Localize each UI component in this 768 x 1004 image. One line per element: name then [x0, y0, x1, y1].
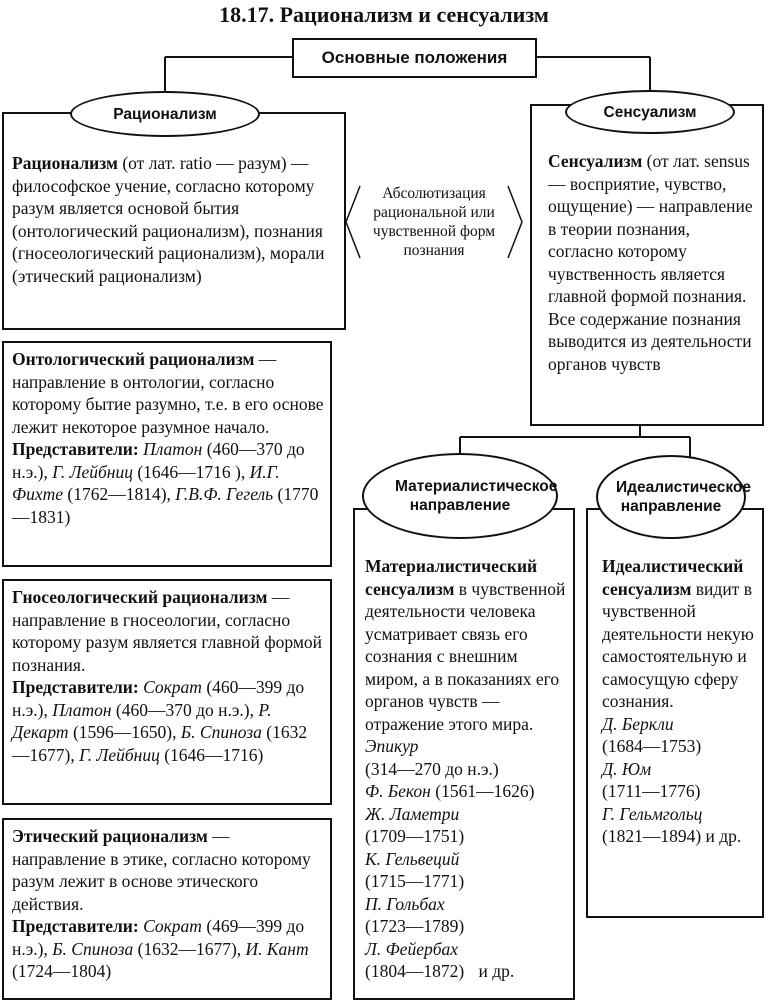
ontological-term: Онтологический рационализм: [12, 349, 255, 369]
idealist-oval-label: Идеалистическое направление: [616, 479, 752, 515]
idealist-reps: [602, 713, 756, 848]
gnoseological-reps: [12, 676, 324, 766]
rep-tail: и др.: [478, 961, 515, 981]
sensualism-text: (от лат. sensus — восприятие, чувство, ощущение) — направление в теории познания, согласно которому чувственность является главной формой познания. Все содержание познания выводится из деятельности органов чувств: [548, 151, 753, 374]
rep-name: Г. Гельмгольц: [602, 803, 703, 824]
sensualism-term: Сенсуализм: [548, 151, 643, 171]
gnoseological-term: Гносеологический рационализм: [12, 587, 268, 607]
rep-name: Б. Спиноза: [52, 938, 134, 959]
gnoseological-definition: [12, 586, 324, 676]
rep-years: (1821—1894): [602, 826, 702, 846]
idealist-term: Идеалистический сенсуализм: [602, 556, 744, 599]
sensualism-definition: [548, 150, 754, 375]
rep-name: И.Г. Фихте: [12, 461, 280, 504]
ontological-definition: [12, 348, 324, 438]
ethical-box: [2, 818, 332, 1000]
rep-years: (469—399 до н.э.),: [12, 916, 305, 959]
rep-label: Представители:: [12, 916, 139, 936]
materialist-term: Материалистический сенсуализм: [365, 556, 538, 599]
rep-years: (1770—1831): [12, 484, 319, 527]
gnoseological-text: — направление в гносеологии, согласно которому разум является главной формой познания.: [12, 587, 323, 675]
sensualism-oval: [565, 90, 735, 134]
rep-years: (1684—1753): [602, 736, 702, 756]
rep-years: (460—399 до н.э.),: [12, 677, 305, 720]
ontological-reps: [12, 438, 324, 528]
ethical-text: — направление в этике, согласно которому разум лежит в основе этического действия.: [12, 826, 311, 914]
rep-years: (1711—1776): [602, 781, 701, 801]
rep-name: К. Гельвеций: [365, 848, 460, 869]
right-chevron: [508, 186, 522, 258]
materialist-box: [353, 508, 575, 1000]
rep-name: И. Кант: [245, 938, 309, 959]
rep-years: (460—370 до н.э.),: [115, 699, 254, 720]
rep-name: Сократ: [143, 677, 202, 697]
ethical-reps: [12, 915, 324, 983]
left-chevron: [346, 186, 360, 258]
materialist-reps: [365, 735, 567, 983]
rationalism-text: (от лат. ratio — разум) — философское учение, согласно которому разум является основой бытия (онтологический рационализм), познания (гносеологический рационализм), морали (этический рационализм): [12, 153, 325, 286]
rationalism-oval: [70, 91, 260, 137]
rep-label: Представители:: [12, 439, 139, 459]
page-title: 18.17. Рационализм и сенсуализм: [219, 2, 549, 27]
rep-name: Б. Спиноза: [180, 722, 262, 742]
materialist-oval: [362, 453, 558, 539]
rep-name: Д. Беркли: [602, 713, 674, 734]
rationalism-definition: [12, 152, 338, 287]
rep-name: Л. Фейербах: [365, 938, 459, 959]
rep-name: Сократ: [143, 916, 202, 936]
rationalism-oval-label: Рационализм: [113, 105, 217, 123]
ethical-definition: [12, 825, 324, 915]
center-note: Абсолютизация рациональной или чувственной форм познания: [372, 185, 496, 259]
main-box-label: Основные положения: [321, 48, 508, 67]
rep-years: (460—370 до н.э.),: [12, 439, 305, 482]
rep-tail: и др.: [705, 826, 742, 846]
materialist-definition: [365, 555, 567, 735]
rep-name: Г. Лейбниц: [52, 461, 133, 482]
rep-years: (1715—1771): [365, 871, 465, 891]
idealist-oval: [596, 455, 752, 539]
rep-years: (1709—1751): [365, 826, 465, 846]
rep-name: Д. Юм: [602, 758, 652, 779]
rep-years: (1632—1677),: [12, 722, 308, 765]
materialist-oval-label: Материалистическое направление: [395, 478, 558, 514]
rep-years: (1762—1814),: [67, 484, 171, 504]
rep-name: Платон: [52, 699, 112, 720]
ethical-term: Этический рационализм: [12, 826, 208, 846]
idealist-definition: [602, 555, 756, 713]
rep-name: Ж. Ламетри: [365, 803, 460, 824]
rep-name: Р. Декарт: [12, 699, 272, 742]
rep-years: (314—270 до н.э.): [365, 758, 499, 779]
idealist-box: [586, 508, 764, 918]
rep-years: (1561—1626): [435, 781, 535, 801]
rep-years: (1646—1716): [164, 744, 264, 765]
rep-years: (1632—1677),: [137, 938, 242, 959]
main-box: [292, 38, 537, 78]
rep-name: П. Гольбах: [365, 893, 445, 914]
rep-name: Г. Лейбниц: [79, 744, 160, 765]
ontological-text: — направление в онтологии, согласно которому бытие разумно, т.е. в его основе лежит некоторое разумное начало.: [12, 349, 324, 437]
rationalism-box: [2, 112, 346, 330]
idealist-text: видит в чувственной деятельности некую самостоятельную и самосущую сферу сознания.: [602, 578, 754, 711]
rep-years: (1646—1716 ),: [137, 461, 246, 482]
materialist-text: в чувственной деятельности человека усматривает связь его сознания с внешним миром, а в показаниях его органов чувств — отражение этого мира.: [365, 578, 566, 734]
ontological-box: [2, 341, 332, 567]
sensualism-box: [530, 104, 764, 426]
rep-label: Представители:: [12, 677, 139, 697]
rep-years: (1724—1804): [12, 961, 112, 981]
rationalism-term: Рационализм: [12, 153, 118, 173]
rep-years: (1804—1872): [365, 961, 465, 981]
sensualism-oval-label: Сенсуализм: [603, 103, 697, 121]
rep-name: Ф. Бекон: [365, 781, 431, 801]
gnoseological-box: [2, 579, 332, 805]
rep-years: (1596—1650),: [72, 722, 177, 742]
rep-name: Платон: [143, 439, 203, 459]
rep-name: Эпикур: [365, 736, 419, 756]
rep-years: (1723—1789): [365, 916, 465, 936]
rep-name: Г.В.Ф. Гегель: [175, 484, 274, 504]
